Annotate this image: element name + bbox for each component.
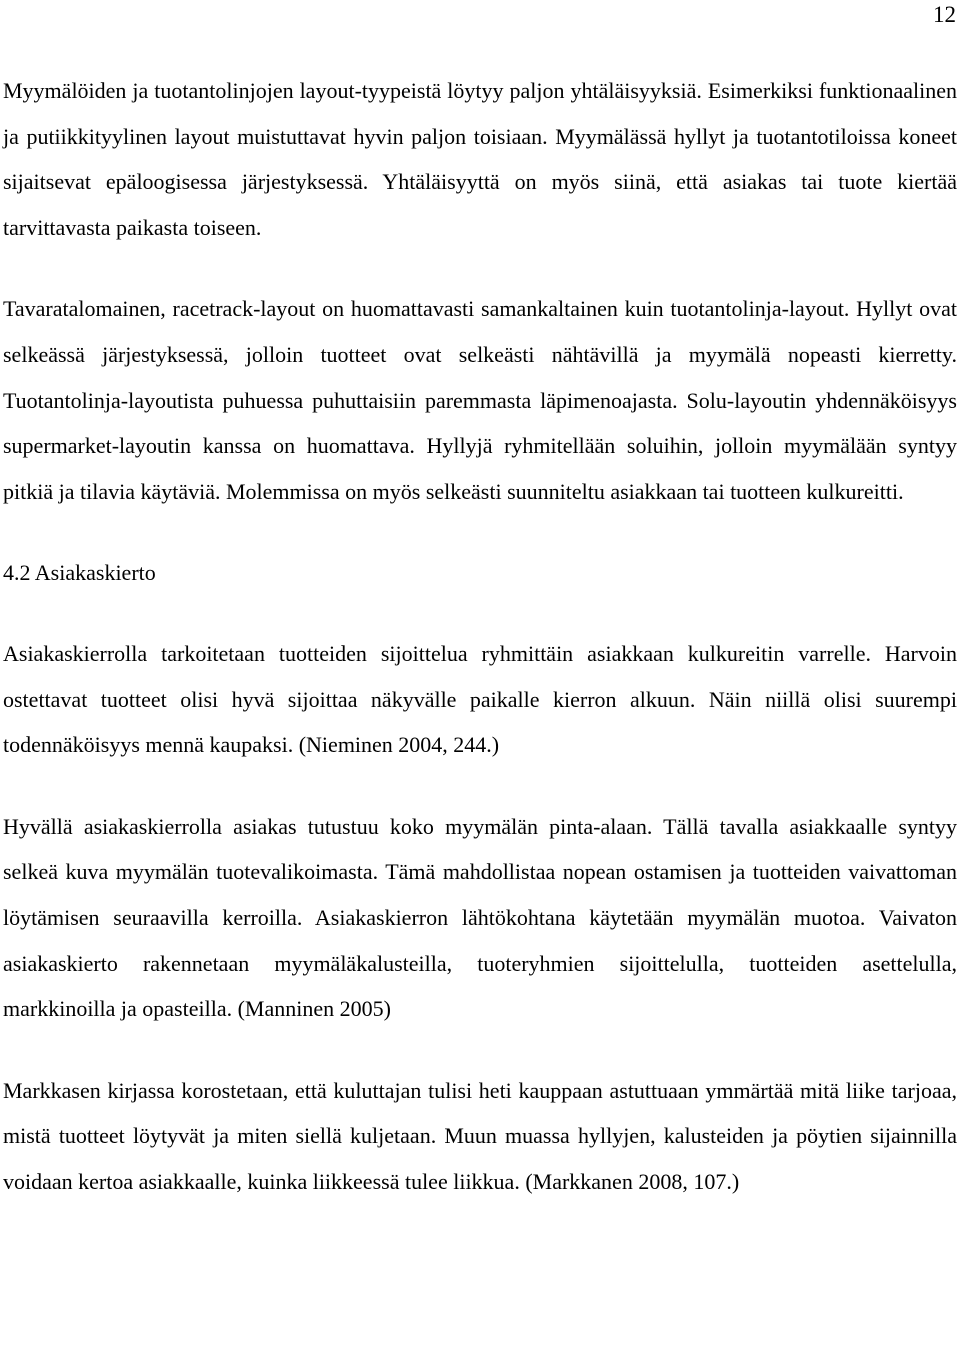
paragraph-customer-flow-definition: Asiakaskierrolla tarkoitetaan tuotteiden sijoittelua ryhmittäin asiakkaan kulkureitin varrelle. Harvoin ostettavat tuotteet olisi hyvä sijoittaa näkyvälle paikalle kierron alkuun. Näin niillä olisi suurempi todennäköisyys mennä kaupaksi. (Nieminen 2004, 244.) — [3, 640, 957, 758]
paragraph-good-customer-flow: Hyvällä asiakaskierrolla asiakas tutustuu koko myymälän pinta-alaan. Tällä tavalla asiakkaalle syntyy selkeä kuva myymälän tuotevalikoimasta. Tämä mahdollistaa nopean ostamisen ja tuotteiden vaivattoman löytämisen seuraavilla kerroilla. Asiakaskierron lähtökohtana käytetään myymälän muotoa. Vaivaton asiakaskierto rakennetaan myymäläkalusteilla, tuoteryhmien sijoittelulla, tuotteiden asettelulla, markkinoilla ja opasteilla. (Manninen 2005) — [3, 813, 957, 1022]
paragraph-racetrack-layout: Tavaratalomainen, racetrack-layout on huomattavasti samankaltainen kuin tuotantolinja-layout. Hyllyt ovat selkeässä järjestyksessä, jolloin tuotteet ovat selkeästi nähtävillä ja myymälä nopeasti kierretty. Tuotantolinja-layoutista puhuessa puhuttaisiin paremmasta läpimenoajasta. Solu-layoutin yhdennäköisyys supermarket-layoutin kanssa on huomattava. Hyllyjä ryhmitellään soluihin, jolloin myymälään syntyy pitkiä ja tilavia käytäviä. Molemmissa on myös selkeästi suunniteltu asiakkaan tai tuotteen kulkureitti. — [3, 296, 957, 504]
page-number: 12 — [933, 2, 956, 27]
section-heading: 4.2 Asiakaskierto — [3, 560, 156, 586]
document-body — [3, 68, 957, 1204]
paragraph-layout-similarities: Myymälöiden ja tuotantolinjojen layout-tyypeistä löytyy paljon yhtäläisyyksiä. Esimerkiksi funktionaalinen ja putiikkityylinen layout muistuttavat hyvin paljon toisiaan. Myymälässä hyllyt ja tuotantotiloissa koneet sijaitsevat epäloogisessa järjestyksessä. Yhtäläisyyttä on myös siinä, että asiakas tai tuote kiertää tarvittavasta paikasta toiseen. — [3, 78, 957, 240]
paragraph-markkanen: Markkasen kirjassa korostetaan, että kuluttajan tulisi heti kauppaan astuttuaan ymmärtää mitä liike tarjoaa, mistä tuotteet löytyvät ja miten siellä kuljetaan. Muun muassa hyllyjen, kalusteiden ja pöytien sijainnilla voidaan kertoa asiakkaalle, kuinka liikkeessä tulee liikkua. (Markkanen 2008, 107.) — [3, 1077, 957, 1194]
